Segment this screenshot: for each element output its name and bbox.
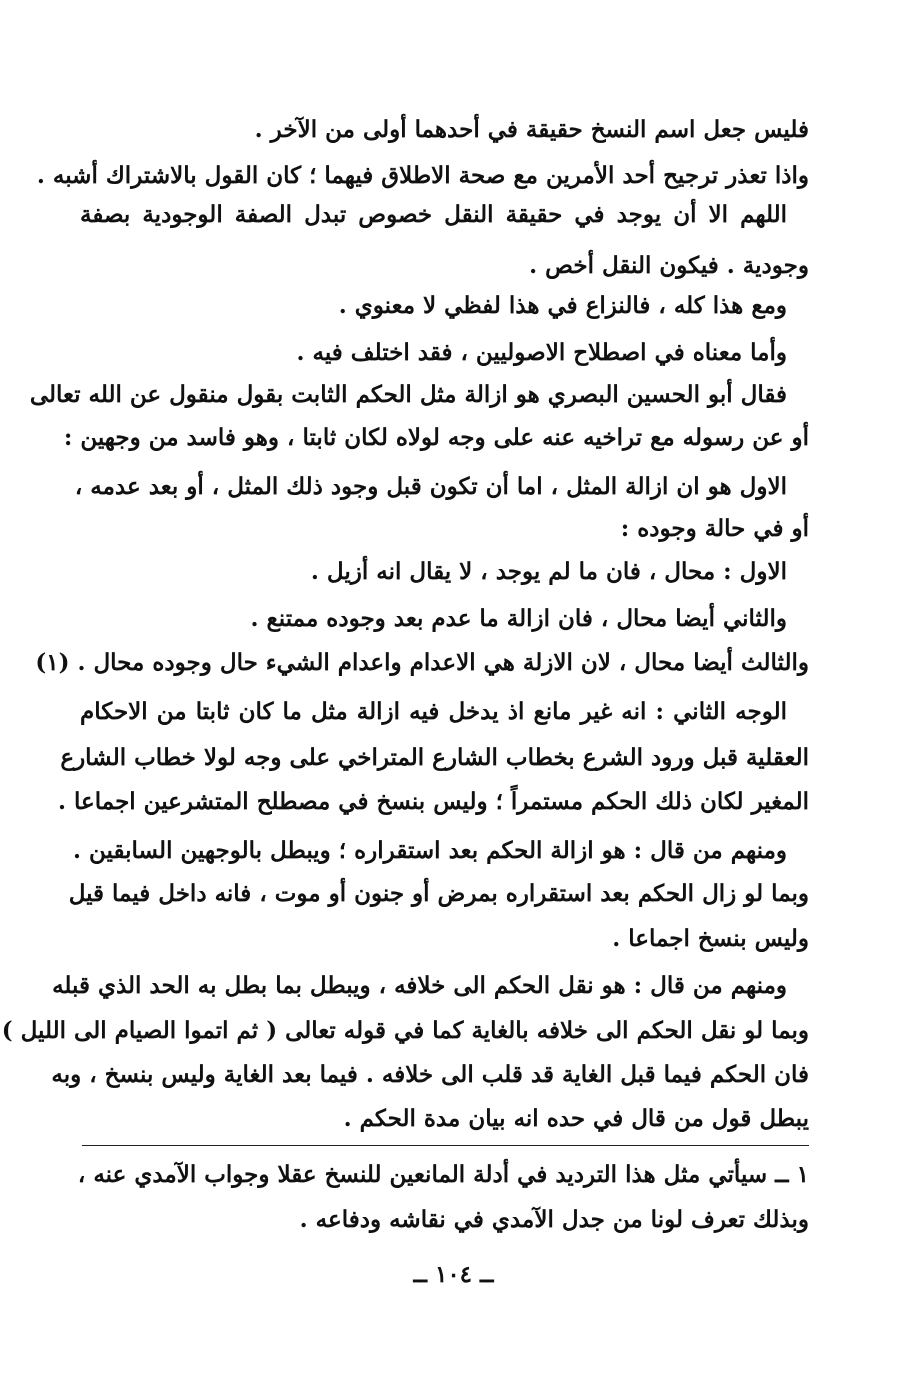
text-line: وجودية . فيكون النقل أخص . <box>529 252 809 279</box>
footnote-line: وبذلك تعرف لونا من جدل الآمدي في نقاشه ودفاعه . <box>299 1206 809 1233</box>
text-line: فان الحكم فيما قبل الغاية قد قلب الى خلافه . فيما بعد الغاية وليس بنسخ ، وبه <box>51 1061 809 1088</box>
text-line: الوجه الثاني : انه غير مانع اذ يدخل فيه ازالة مثل ما كان ثابتا من الاحكام <box>80 698 787 725</box>
footnote-divider <box>82 1145 809 1146</box>
text-line: والثاني أيضا محال ، فان ازالة ما عدم بعد وجوده ممتنع . <box>250 605 787 632</box>
text-line: وبما لو زال الحكم بعد استقراره بمرض أو جنون أو موت ، فانه داخل فيما قيل <box>68 880 809 907</box>
text-line: ومع هذا كله ، فالنزاع في هذا لفظي لا معنوي . <box>338 292 787 319</box>
text-line: واذا تعذر ترجيح أحد الأمرين مع صحة الاطلاق فيهما ؛ كان القول بالاشتراك أشبه . <box>36 162 809 189</box>
text-line: أو في حالة وجوده : <box>620 515 809 542</box>
text-line: اللهم الا أن يوجد في حقيقة النقل خصوص تبدل الصفة الوجودية بصفة <box>80 201 787 228</box>
text-line: وليس بنسخ اجماعا . <box>612 925 809 952</box>
text-line: الاول : محال ، فان ما لم يوجد ، لا يقال انه أزيل . <box>310 558 787 585</box>
text-line: وأما معناه في اصطلاح الاصوليين ، فقد اختلف فيه . <box>296 339 787 366</box>
text-line: المغير لكان ذلك الحكم مستمراً ؛ وليس بنسخ في مصطلح المتشرعين اجماعا . <box>58 788 809 815</box>
page-number: ــ ١٠٤ ــ <box>413 1261 494 1288</box>
text-line: أو عن رسوله مع تراخيه عنه على وجه لولاه لكان ثابتا ، وهو فاسد من وجهين : <box>63 424 809 451</box>
text-line: فقال أبو الحسين البصري هو ازالة مثل الحكم الثابت بقول منقول عن الله تعالى <box>29 381 787 408</box>
text-line: والثالث أيضا محال ، لان الازلة هي الاعدام واعدام الشيء حال وجوده محال . (١) <box>35 649 809 676</box>
footnote-line: ١ ــ سيأتي مثل هذا الترديد في أدلة المانعين للنسخ عقلا وجواب الآمدي عنه ، <box>77 1161 809 1188</box>
text-line: يبطل قول من قال في حده انه بيان مدة الحكم . <box>343 1105 809 1132</box>
text-line: وبما لو نقل الحكم الى خلافه بالغاية كما في قوله تعالى ( ثم اتموا الصيام الى الليل ) <box>1 1017 809 1044</box>
text-line: العقلية قبل ورود الشرع بخطاب الشارع المتراخي على وجه لولا خطاب الشارع <box>60 744 809 771</box>
text-line: ومنهم من قال : هو ازالة الحكم بعد استقراره ؛ ويبطل بالوجهين السابقين . <box>73 837 787 864</box>
text-line: فليس جعل اسم النسخ حقيقة في أحدهما أولى من الآخر . <box>254 116 809 143</box>
text-line: الاول هو ان ازالة المثل ، اما أن تكون قبل وجود ذلك المثل ، أو بعد عدمه ، <box>74 473 787 500</box>
text-line: ومنهم من قال : هو نقل الحكم الى خلافه ، ويبطل بما بطل به الحد الذي قبله <box>52 972 787 999</box>
